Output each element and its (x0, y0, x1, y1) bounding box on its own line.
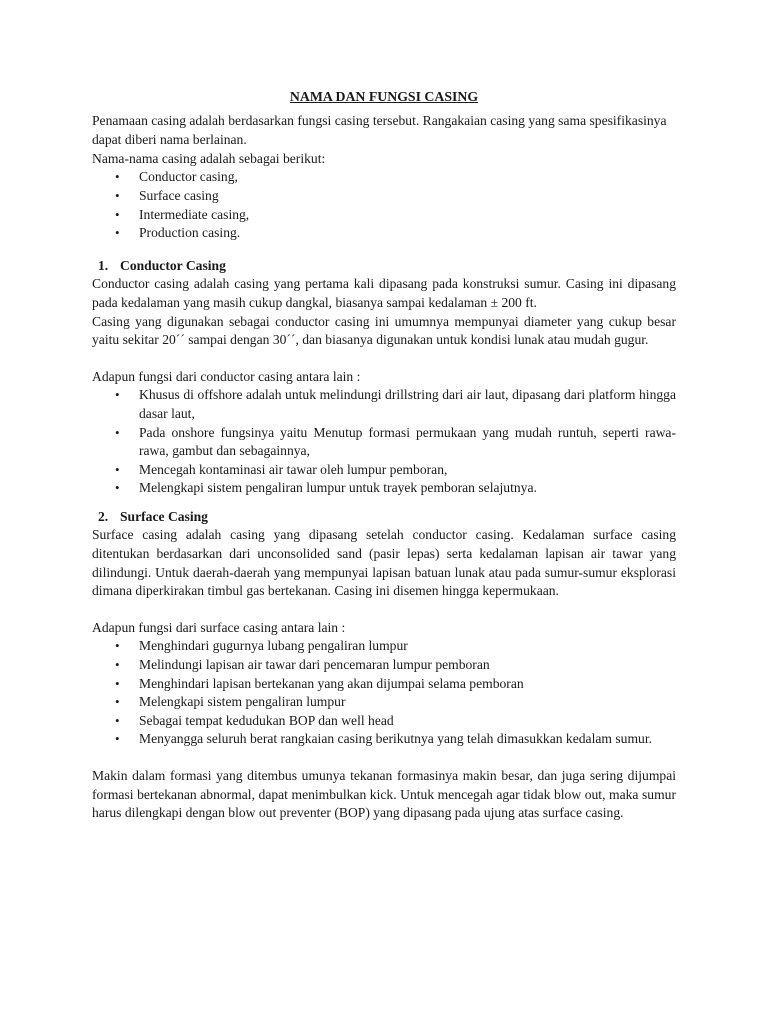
list-item: • Menghindari gugurnya lubang pengaliran lumpur (92, 637, 676, 656)
conductor-functions-list (92, 386, 676, 498)
list-item: • Khusus di offshore adalah untuk melindungi drillstring dari air laut, dipasang dari platform hingga dasar laut, (115, 387, 676, 421)
section-heading-surface (92, 508, 676, 527)
section-title: Surface Casing (120, 508, 208, 524)
list-item: • Melengkapi sistem pengaliran lumpur (92, 693, 676, 712)
bullet-icon: • (115, 225, 120, 241)
bullet-icon: • (115, 461, 120, 477)
bullet-icon: • (115, 387, 120, 403)
bullet-icon: • (115, 694, 120, 710)
conductor-paragraph-1: Conductor casing adalah casing yang pertama kali dipasang pada konstruksi sumur. Casing ini dipasang pada kedalaman yang masih cukup dangkal, biasanya sampai kedalaman ± 200 ft. (92, 276, 676, 310)
list-item: • Melengkapi sistem pengaliran lumpur untuk trayek pemboran selajutnya. (92, 479, 676, 498)
intro-paragraph: Penamaan casing adalah berdasarkan fungsi casing tersebut. Rangakaian casing yang sama spesifikasinya dapat diberi nama berlainan. (92, 112, 667, 148)
list-item: • Menghindari lapisan bertekanan yang akan dijumpai selama pemboran (92, 675, 676, 694)
section-number: 2. (98, 508, 109, 524)
list-item: • Conductor casing, (92, 168, 676, 187)
surface-paragraph-1: Surface casing adalah casing yang dipasang setelah conductor casing. Kedalaman surface casing ditentukan berdasarkan dari unconsolided sand (pasir lepas) serta kedalaman lapisan air tawar yang dilindungi. Untuk daerah-daerah yang mempunyai lapisan batuan lunak atau pada sumur-sumur eksplorasi dimana diperkirakan timbul gas bertekanan. Casing ini disemen hingga kepermukaan. (92, 527, 676, 599)
list-item: • Intermediate casing, (92, 206, 676, 225)
bullet-icon: • (115, 480, 120, 496)
section-number: 1. (98, 257, 109, 273)
bullet-icon: • (115, 169, 120, 185)
bullet-icon: • (115, 187, 120, 203)
conductor-functions-lead: Adapun fungsi dari conductor casing antara lain : (92, 368, 361, 384)
bullet-icon: • (115, 657, 120, 673)
intro-list-lead: Nama-nama casing adalah sebagai berikut: (92, 150, 326, 166)
bullet-icon: • (115, 731, 120, 747)
list-item: • Menyangga seluruh berat rangkaian casing berikutnya yang telah dimasukkan kedalam sumur. (92, 730, 676, 749)
section-title: Conductor Casing (120, 257, 226, 273)
document-body (92, 88, 676, 823)
surface-paragraph-2: Makin dalam formasi yang ditembus umunya tekanan formasinya makin besar, dan juga sering dijumpai formasi bertekanan abnormal, dapat menimbulkan kick. Untuk mencegah agar tidak blow out, maka sumur harus dilengkapi dengan blow out preventer (BOP) yang dipasang pada ujung atas surface casing. (92, 768, 676, 821)
casing-names-list (92, 168, 676, 242)
list-item: • Melindungi lapisan air tawar dari pencemaran lumpur pemboran (92, 656, 676, 675)
conductor-paragraph-2: Casing yang digunakan sebagai conductor casing ini umumnya mempunyai diameter yang cukup besar yaitu sekitar 20´´ sampai dengan 30´´, dan biasanya digunakan untuk kondisi lunak atau mudah gugur. (92, 313, 676, 348)
bullet-icon: • (115, 206, 120, 222)
list-item: • Surface casing (92, 187, 676, 206)
bullet-icon: • (115, 712, 120, 728)
list-item: • Mencegah kontaminasi air tawar oleh lumpur pemboran, (92, 461, 676, 480)
bullet-icon: • (115, 638, 120, 654)
bullet-icon: • (115, 424, 120, 440)
surface-functions-lead: Adapun fungsi dari surface casing antara lain : (92, 619, 346, 635)
list-item: • Sebagai tempat kedudukan BOP dan well head (92, 712, 676, 731)
section-heading-conductor (92, 257, 676, 276)
list-item: • Production casing. (92, 224, 676, 243)
surface-functions-list (92, 637, 676, 749)
bullet-icon: • (115, 675, 120, 691)
list-item: • Pada onshore fungsinya yaitu Menutup formasi permukaan yang mudah runtuh, seperti rawa-rawa, gambut dan sebagainnya, (115, 424, 676, 459)
document-title: NAMA DAN FUNGSI CASING (289, 89, 479, 104)
